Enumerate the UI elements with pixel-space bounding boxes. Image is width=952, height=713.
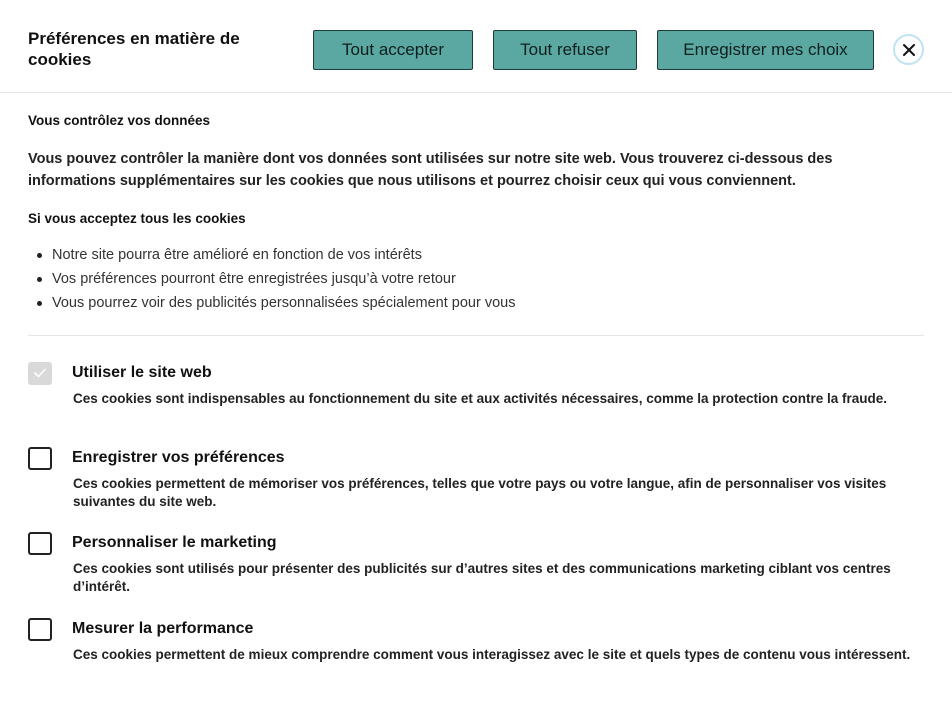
list-item: Vos préférences pourront être enregistrées jusqu’à votre retour — [28, 267, 515, 291]
check-icon — [34, 368, 46, 378]
list-item: Vous pourrez voir des publicités personnalisées spécialement pour vous — [28, 291, 515, 315]
checkbox-marketing[interactable] — [28, 532, 52, 555]
checkbox-necessary — [28, 362, 52, 385]
control-heading: Vous contrôlez vos données — [28, 113, 211, 128]
category-description: Ces cookies permettent de mieux comprendre comment vous interagissez avec le site et quels types de contenu vous intéressent. — [73, 647, 911, 662]
refuse-all-button[interactable]: Tout refuser — [493, 30, 637, 70]
accept-heading: Si vous acceptez tous les cookies — [28, 211, 246, 226]
category-title: Enregistrer vos préférences — [72, 449, 285, 466]
category-description: Ces cookies permettent de mémoriser vos préférences, telles que votre pays ou votre langue, afin de personnaliser vos visites suivantes du site web. — [73, 476, 887, 509]
divider — [28, 335, 924, 336]
category-title: Utiliser le site web — [72, 364, 212, 381]
list-item: Notre site pourra être amélioré en fonction de vos intérêts — [28, 243, 515, 267]
checkbox-preferences[interactable] — [28, 447, 52, 470]
close-icon — [902, 43, 916, 57]
category-description: Ces cookies sont indispensables au fonctionnement du site et aux activités nécessaires, comme la protection contre la fraude. — [73, 391, 888, 406]
save-choices-button[interactable]: Enregistrer mes choix — [657, 30, 874, 70]
close-button[interactable] — [893, 34, 924, 65]
category-title: Personnaliser le marketing — [72, 534, 277, 551]
accept-all-button[interactable]: Tout accepter — [313, 30, 473, 70]
dialog-title: Préférences en matière de cookies — [28, 29, 240, 69]
category-title: Mesurer la performance — [72, 620, 254, 637]
dialog-header — [0, 0, 952, 93]
intro-text: Vous pouvez contrôler la manière dont vos données sont utilisées sur notre site web. Vous trouverez ci-dessous des informations supplémentaires sur les cookies que nous utilisons et pourrez choisir ceux qui vous conviennent. — [28, 151, 833, 189]
benefits-list — [28, 243, 515, 315]
checkbox-performance[interactable] — [28, 618, 52, 641]
category-description: Ces cookies sont utilisés pour présenter des publicités sur d’autres sites et des communications marketing ciblant vos centres d’intérêt. — [73, 561, 891, 594]
